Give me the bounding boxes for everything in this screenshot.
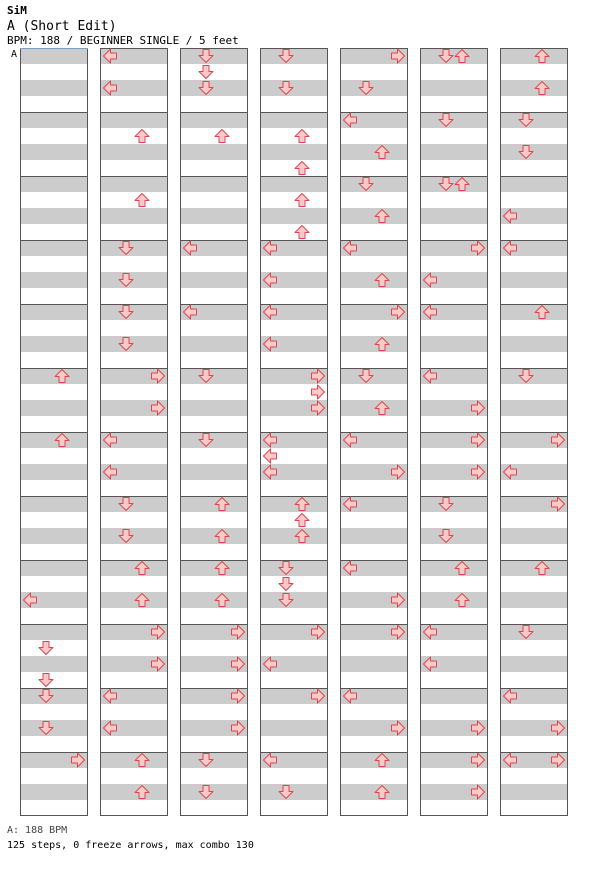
beat-stripe (260, 720, 328, 736)
beat-stripe (340, 528, 408, 544)
beat-stripe (260, 592, 328, 608)
beat-stripe (20, 336, 88, 352)
beat-stripe (20, 720, 88, 736)
beat-stripe (180, 368, 248, 384)
beat-stripe (20, 240, 88, 256)
beat-stripe (260, 112, 328, 128)
beat-stripe (500, 272, 568, 288)
beat-stripe (340, 656, 408, 672)
beat-stripe (20, 432, 88, 448)
beat-stripe (260, 528, 328, 544)
beat-stripe (100, 752, 168, 768)
beat-stripe (20, 80, 88, 96)
beat-stripe (100, 592, 168, 608)
beat-stripe (180, 400, 248, 416)
beat-stripe (20, 784, 88, 800)
beat-stripe (500, 624, 568, 640)
beat-stripe (500, 176, 568, 192)
beat-stripe (500, 144, 568, 160)
beat-stripe (340, 144, 408, 160)
beat-stripe (500, 400, 568, 416)
beat-stripe (260, 80, 328, 96)
beat-stripe (180, 432, 248, 448)
beat-stripe (420, 528, 488, 544)
beat-stripe (420, 144, 488, 160)
beat-stripe (20, 528, 88, 544)
song-artist: SiM (7, 4, 27, 17)
beat-stripe (340, 176, 408, 192)
chart-meta: BPM: 188 / BEGINNER SINGLE / 5 feet (7, 34, 239, 47)
beat-stripe (500, 48, 568, 64)
step-stats: 125 steps, 0 freeze arrows, max combo 130 (7, 840, 254, 851)
beat-stripe (20, 112, 88, 128)
beat-stripe (260, 208, 328, 224)
beat-stripe (100, 560, 168, 576)
beat-stripe (500, 368, 568, 384)
beat-stripe (340, 336, 408, 352)
beat-stripe (100, 272, 168, 288)
beat-stripe (20, 368, 88, 384)
beat-stripe (420, 592, 488, 608)
beat-stripe (340, 784, 408, 800)
beat-stripe (260, 560, 328, 576)
beat-stripe (180, 752, 248, 768)
beat-stripe (20, 144, 88, 160)
beat-stripe (180, 528, 248, 544)
beat-stripe (500, 304, 568, 320)
beat-stripe (340, 208, 408, 224)
beat-stripe (20, 48, 88, 64)
beat-stripe (20, 688, 88, 704)
beat-stripe (100, 208, 168, 224)
beat-stripe (500, 112, 568, 128)
beat-stripe (100, 528, 168, 544)
beat-stripe (20, 560, 88, 576)
beat-stripe (180, 592, 248, 608)
beat-stripe (500, 336, 568, 352)
beat-stripe (180, 48, 248, 64)
beat-stripe (180, 464, 248, 480)
beat-stripe (180, 208, 248, 224)
beat-stripe (340, 368, 408, 384)
beat-stripe (340, 272, 408, 288)
beat-stripe (180, 80, 248, 96)
beat-stripe (500, 80, 568, 96)
beat-stripe (260, 176, 328, 192)
beat-stripe (260, 48, 328, 64)
beat-stripe (180, 272, 248, 288)
beat-stripe (420, 336, 488, 352)
beat-stripe (100, 336, 168, 352)
beat-stripe (100, 144, 168, 160)
beat-stripe (500, 528, 568, 544)
beat-stripe (100, 784, 168, 800)
beat-stripe (20, 656, 88, 672)
beat-stripe (20, 176, 88, 192)
beat-stripe (420, 112, 488, 128)
beat-stripe (100, 496, 168, 512)
beat-stripe (420, 208, 488, 224)
beat-stripe (180, 560, 248, 576)
beat-stripe (420, 560, 488, 576)
beat-stripe (500, 784, 568, 800)
beat-stripe (500, 592, 568, 608)
chart-column (420, 48, 488, 816)
beat-stripe (100, 240, 168, 256)
beat-stripe (180, 176, 248, 192)
beat-stripe (420, 496, 488, 512)
beat-stripe (20, 304, 88, 320)
beat-stripe (100, 112, 168, 128)
beat-stripe (340, 752, 408, 768)
beat-stripe (100, 304, 168, 320)
beat-stripe (260, 784, 328, 800)
beat-stripe (500, 656, 568, 672)
beat-stripe (20, 272, 88, 288)
beat-stripe (260, 144, 328, 160)
beat-stripe (420, 688, 488, 704)
beat-stripe (420, 80, 488, 96)
beat-stripe (420, 48, 488, 64)
beat-stripe (500, 560, 568, 576)
beat-stripe (180, 784, 248, 800)
beat-stripe (420, 176, 488, 192)
beat-stripe (180, 144, 248, 160)
beat-stripe (20, 496, 88, 512)
beat-stripe (20, 208, 88, 224)
bpm-marker-label: A (11, 49, 18, 60)
song-title: A (Short Edit) (7, 19, 117, 34)
beat-stripe (100, 176, 168, 192)
bpm-summary: A: 188 BPM (7, 825, 68, 836)
beat-stripe (340, 80, 408, 96)
beat-stripe (20, 624, 88, 640)
chart-column (20, 48, 88, 816)
beat-stripe (180, 496, 248, 512)
beat-stripe (340, 400, 408, 416)
beat-stripe (180, 112, 248, 128)
beat-stripe (180, 336, 248, 352)
beat-stripe (260, 496, 328, 512)
beat-stripe (20, 400, 88, 416)
beat-stripe (20, 464, 88, 480)
